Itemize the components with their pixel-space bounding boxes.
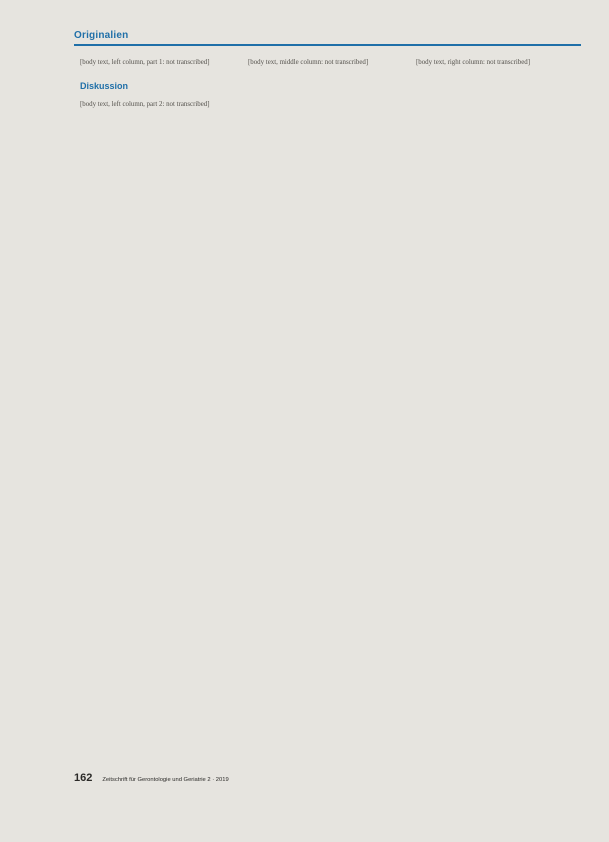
body-paragraph: [body text, left column, part 2: not transcribed] (80, 101, 210, 109)
body-paragraph: [body text, right column: not transcribed] (416, 59, 531, 66)
body-paragraph: [body text, left column, part 1: not transcribed] (80, 59, 210, 66)
body-paragraph: [body text, middle column: not transcribed] (248, 59, 369, 66)
section-label: Originalien (74, 30, 129, 41)
section-heading-discussion: Diskussion (80, 81, 129, 92)
text-column-right (416, 58, 564, 773)
text-column-middle (248, 58, 396, 773)
page-number: 162 (74, 772, 93, 784)
text-column-left (80, 58, 228, 758)
journal-citation: Zeitschrift für Gerontologie und Geriatrie 2 · 2019 (102, 777, 229, 783)
header-rule (74, 44, 581, 46)
page-footer (74, 772, 229, 784)
